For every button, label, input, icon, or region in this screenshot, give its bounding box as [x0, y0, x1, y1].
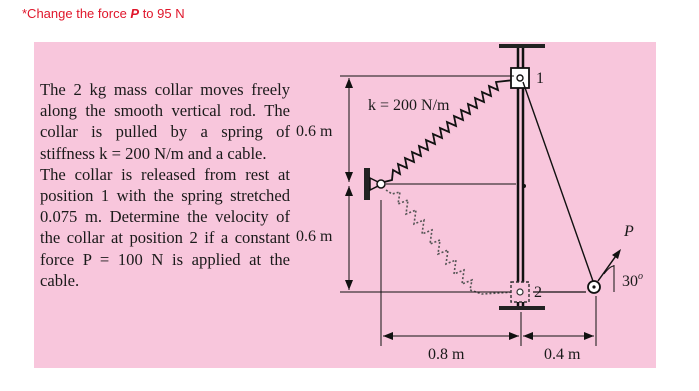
- force-arrow: [598, 249, 621, 281]
- note-force-symbol: P: [130, 6, 140, 21]
- cable: [523, 82, 594, 284]
- spring-stiffness-label: k = 200 N/m: [368, 97, 450, 114]
- top-rod-support: [499, 44, 545, 48]
- position-2-label: 2: [534, 284, 542, 301]
- angle-label: [622, 271, 643, 290]
- horizontal-dimension-lines: [381, 200, 596, 346]
- note-prefix: *Change the force: [22, 6, 131, 21]
- lower-vertical-dimension-label: 0.6 m: [296, 228, 333, 245]
- collar-position-2: [511, 282, 529, 302]
- pulley: [588, 281, 600, 293]
- problem-paragraph-2: The collar is released from rest at position 1 with the spring stretched 0.075 m. Determine the velocity of the collar at position 2 if a constant force P = 100 N is applied at the cable.: [40, 164, 290, 290]
- angle-unit: o: [638, 271, 643, 282]
- note-suffix: to 95 N: [139, 6, 185, 21]
- angle-value: 30: [622, 273, 638, 290]
- problem-paragraph-1: The 2 kg mass collar moves freely along the smooth vertical rod. The collar is pulled by a spring of stiffness k = 200 N/m and a cable.: [40, 80, 290, 163]
- spring-position-2: [386, 190, 514, 294]
- collar-position-1: [511, 68, 529, 88]
- position-1-label: 1: [536, 70, 544, 87]
- bottom-rod-support: [499, 306, 545, 310]
- right-horizontal-dimension-label: 0.4 m: [544, 346, 581, 363]
- left-horizontal-dimension-label: 0.8 m: [428, 346, 465, 363]
- wall-pin-support: [364, 168, 385, 200]
- upper-vertical-dimension-label: 0.6 m: [296, 123, 333, 140]
- spring-position-1: [384, 80, 514, 182]
- force-label: P: [624, 223, 634, 240]
